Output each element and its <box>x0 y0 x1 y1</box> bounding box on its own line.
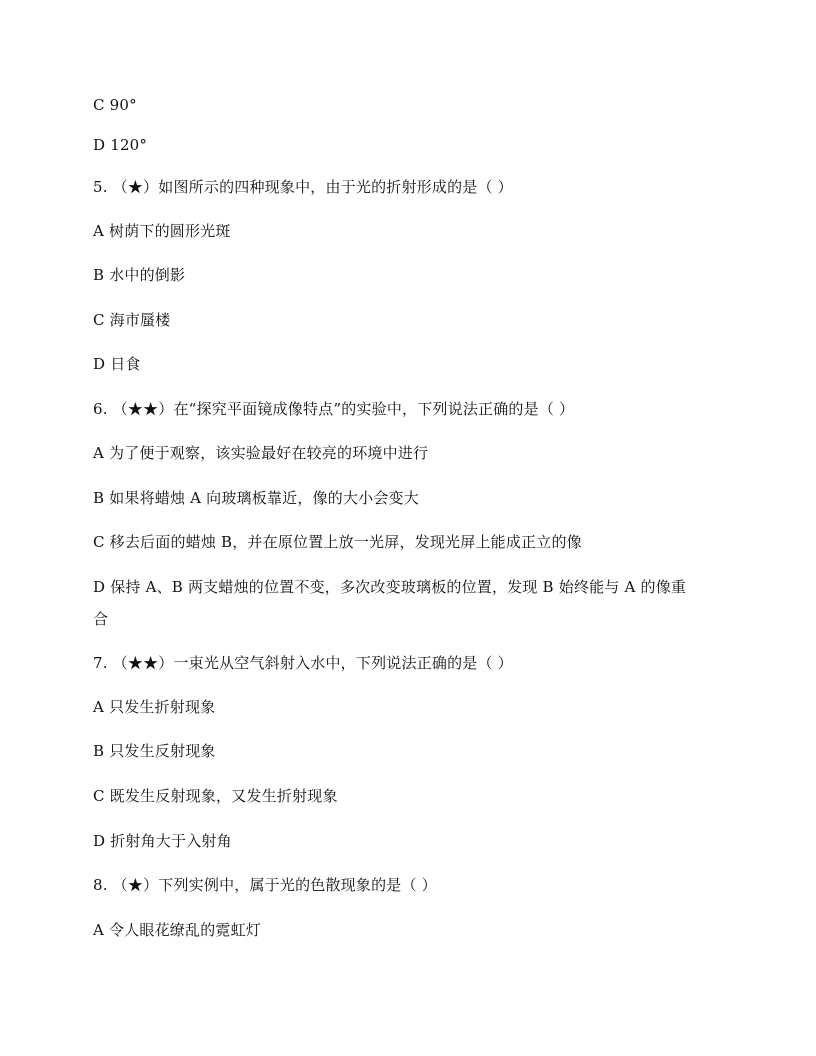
q7-stem: 7. （★★）一束光从空气斜射入水中，下列说法正确的是（ ） <box>93 654 513 672</box>
q4-option-d: D 120° <box>93 136 148 154</box>
q5-option-b: B 水中的倒影 <box>93 266 186 284</box>
q7-option-d: D 折射角大于入射角 <box>93 832 232 850</box>
q5-option-d: D 日食 <box>93 355 141 373</box>
q8-option-a: A 令人眼花缭乱的霓虹灯 <box>93 921 262 939</box>
q6-option-b: B 如果将蜡烛 A 向玻璃板靠近，像的大小会变大 <box>93 489 419 507</box>
q7-option-a: A 只发生折射现象 <box>93 698 216 716</box>
q4-option-c: C 90° <box>93 96 137 114</box>
q7-option-b: B 只发生反射现象 <box>93 742 216 760</box>
q5-option-a: A 树荫下的圆形光斑 <box>93 222 231 240</box>
q6-stem: 6. （★★）在“探究平面镜成像特点”的实验中，下列说法正确的是（ ） <box>93 400 575 418</box>
q6-option-d-cont: 合 <box>93 610 109 628</box>
q6-option-a: A 为了便于观察，该实验最好在较亮的环境中进行 <box>93 444 429 462</box>
q8-stem: 8. （★）下列实例中，属于光的色散现象的是（ ） <box>93 876 437 894</box>
q7-option-c: C 既发生反射现象，又发生折射现象 <box>93 787 338 805</box>
q6-option-c: C 移去后面的蜡烛 B，并在原位置上放一光屏，发现光屏上能成正立的像 <box>93 533 582 551</box>
q5-stem: 5. （★）如图所示的四种现象中，由于光的折射形成的是（ ） <box>93 178 513 196</box>
q5-option-c: C 海市蜃楼 <box>93 311 171 329</box>
q6-option-d: D 保持 A、B 两支蜡烛的位置不变，多次改变玻璃板的位置，发现 B 始终能与 A 的像重 <box>93 578 687 596</box>
